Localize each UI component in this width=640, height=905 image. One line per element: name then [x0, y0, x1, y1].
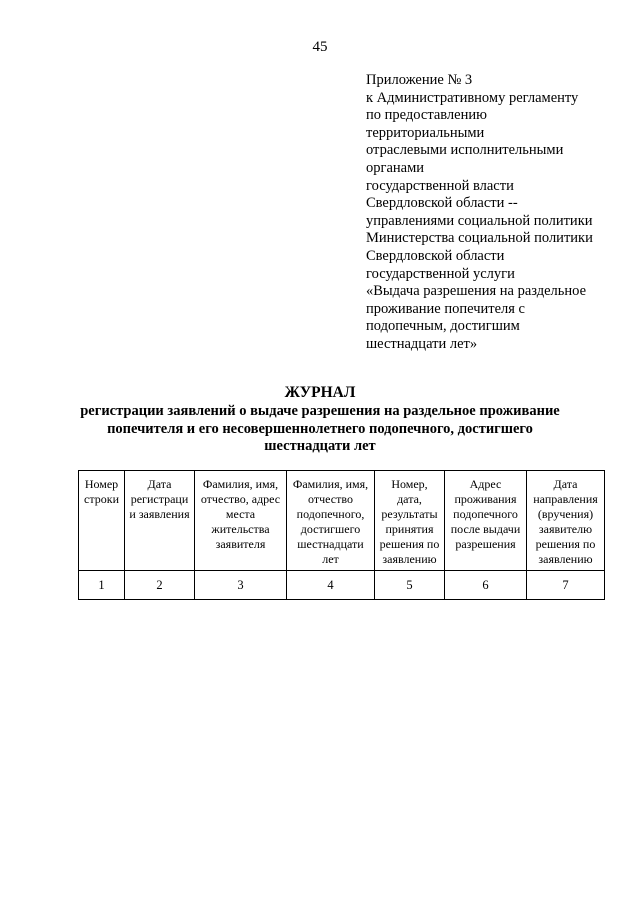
annex-line: Свердловской области: [366, 247, 505, 264]
table-cell: 6: [445, 571, 527, 600]
header-cell-decision: Номер, дата, результаты принятия решения по заявлению: [375, 471, 445, 571]
header-cell-ward-address: Адрес проживания подопечного после выдачи разрешения: [445, 471, 527, 571]
table-row: [79, 571, 605, 600]
table-cell: 4: [287, 571, 375, 600]
annex-line: территориальными: [366, 124, 485, 141]
annex-line: управлениями социальной политики: [366, 212, 593, 229]
annex-line: шестнадцати лет»: [366, 335, 478, 352]
table-cell: 7: [527, 571, 605, 600]
journal-subtitle-line: попечителя и его несовершеннолетнего подопечного, достигшего: [107, 420, 533, 437]
page-number: 45: [312, 39, 328, 55]
annex-line: государственной власти: [366, 177, 514, 194]
journal-subtitle-line: регистрации заявлений о выдаче разрешения на раздельное проживание: [80, 403, 560, 419]
table-header-row: [79, 471, 605, 571]
annex-line: по предоставлению: [366, 107, 487, 124]
annex-line: проживание попечителя с: [366, 300, 525, 317]
annex-line: подопечным, достигшим: [366, 318, 520, 335]
table-cell: 1: [79, 571, 125, 600]
table-cell: 5: [375, 571, 445, 600]
header-cell-row-number: Номер строки: [79, 471, 125, 571]
annex-line: Приложение № 3: [366, 72, 473, 88]
table-cell: 2: [125, 571, 195, 600]
header-cell-delivery-date: Дата направления (вручения) заявителю решения по заявлению: [527, 471, 605, 571]
journal-subtitle: [60, 403, 580, 456]
annex-line: отраслевыми исполнительными: [366, 142, 564, 159]
journal-subtitle-line: шестнадцати лет: [264, 438, 376, 454]
journal-title: ЖУРНАЛ: [284, 384, 356, 401]
annex-line: «Выдача разрешения на раздельное: [366, 283, 587, 300]
header-cell-ward: Фамилия, имя, отчество подопечного, достигшего шестнадцати лет: [287, 471, 375, 571]
annex-line: к Административному регламенту: [366, 89, 579, 106]
annex-line: государственной услуги: [366, 265, 515, 282]
registration-journal-table: [78, 470, 605, 600]
annex-header: [366, 72, 628, 354]
annex-line: органами: [366, 159, 425, 176]
annex-line: Министерства социальной политики: [366, 230, 593, 247]
table-cell: 3: [195, 571, 287, 600]
annex-line: Свердловской области --: [366, 195, 518, 212]
header-cell-registration-date: Дата регистраци и заявления: [125, 471, 195, 571]
header-cell-applicant: Фамилия, имя, отчество, адрес места жительства заявителя: [195, 471, 287, 571]
